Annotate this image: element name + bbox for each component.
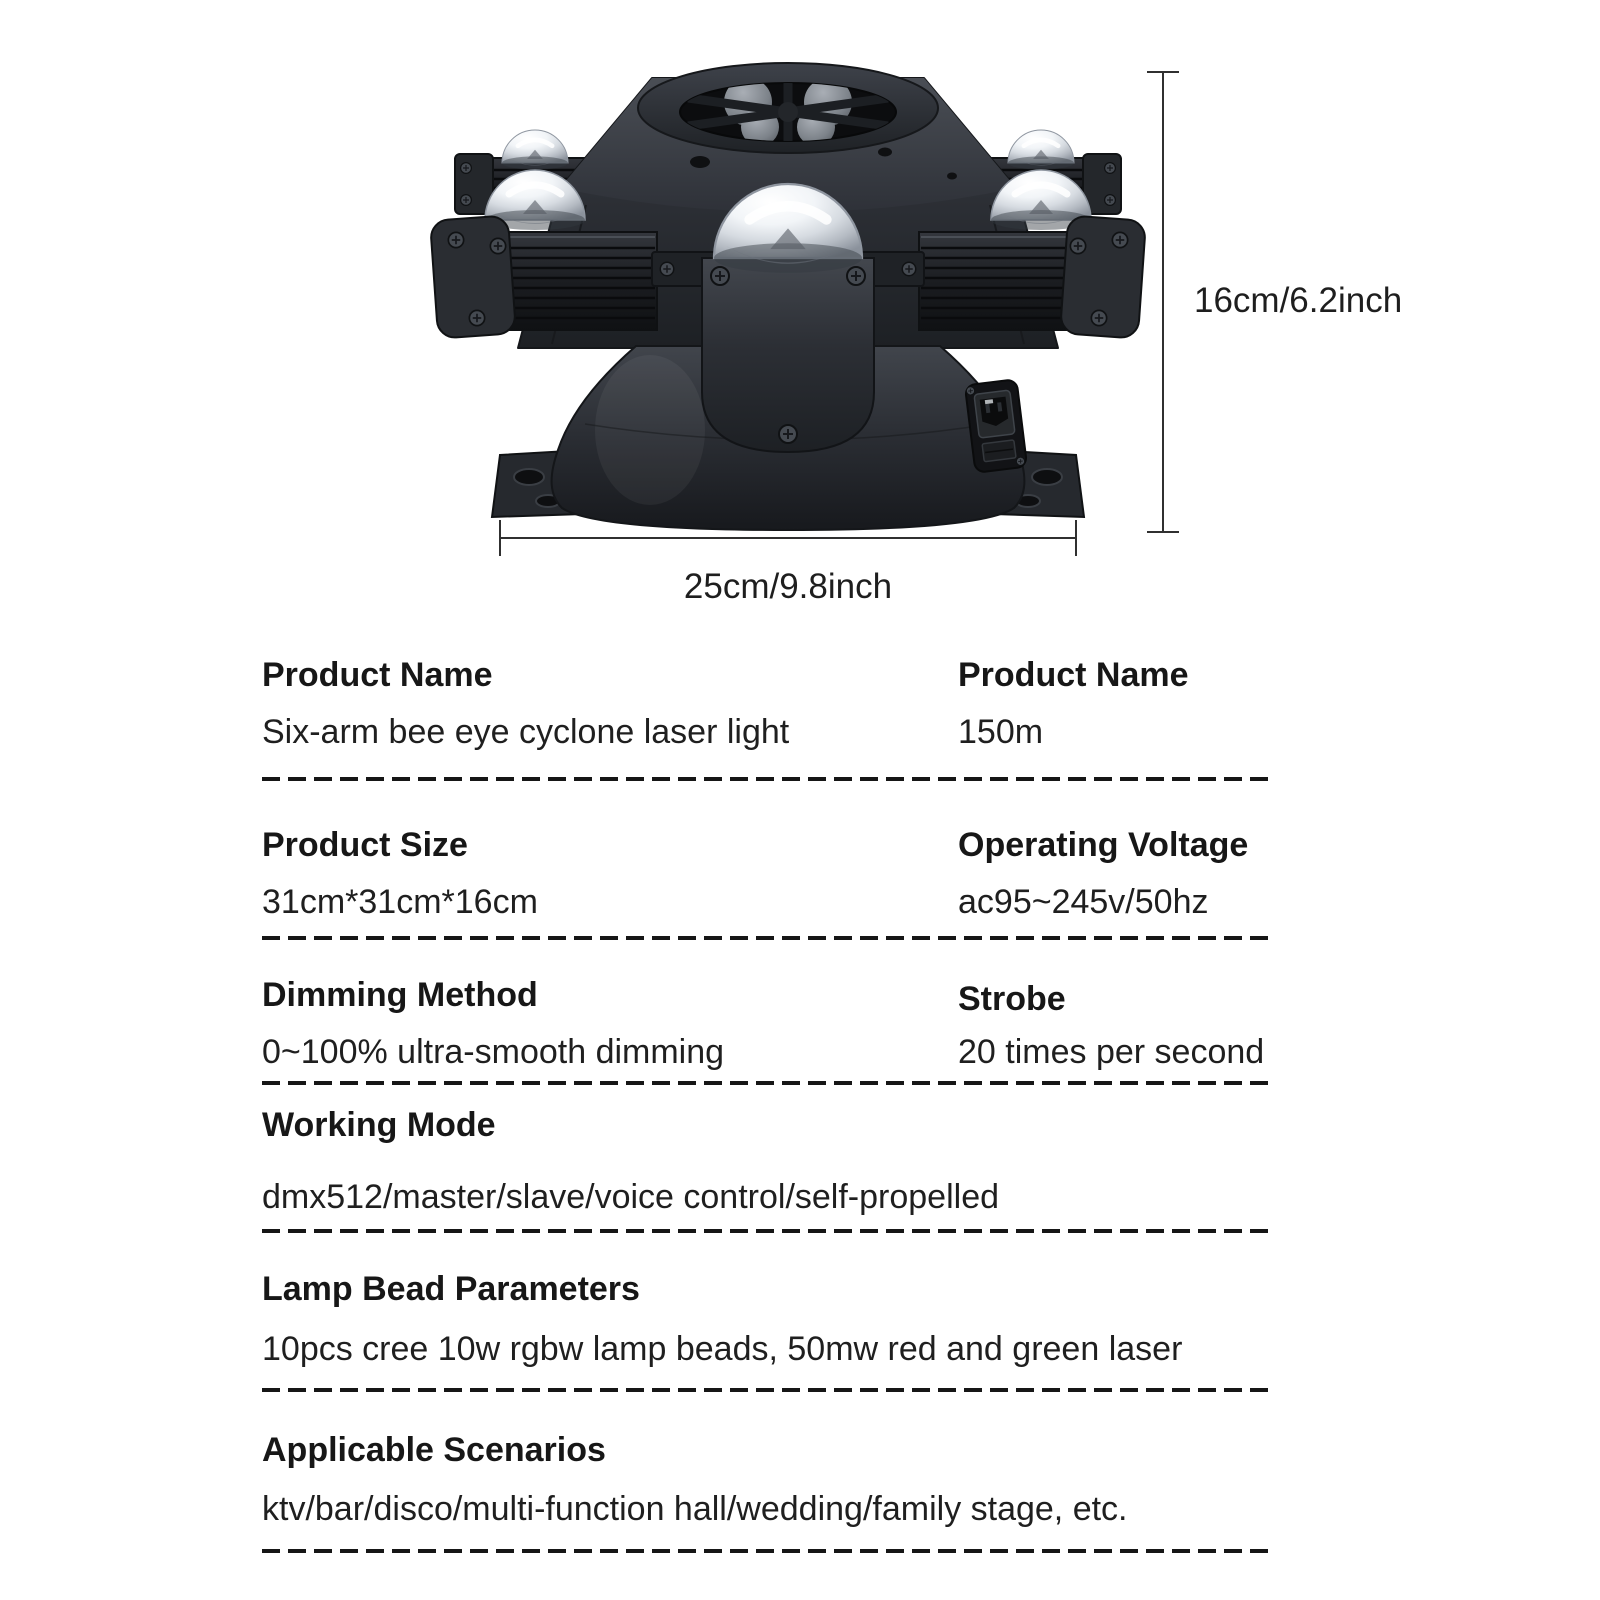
spec-divider <box>262 777 1273 781</box>
spec-divider <box>262 1388 1273 1392</box>
spec-divider <box>262 1549 1273 1553</box>
spec-label: Applicable Scenarios <box>262 1431 606 1469</box>
spec-value: 20 times per second <box>958 1033 1265 1071</box>
spec-value: 0~100% ultra-smooth dimming <box>262 1033 725 1071</box>
spec-divider <box>262 936 1273 940</box>
spec-value: ktv/bar/disco/multi-function hall/wedding/family stage, etc. <box>262 1490 1128 1528</box>
top-fan-grille <box>638 63 938 153</box>
product-figure <box>0 0 1600 620</box>
spec-label: Lamp Bead Parameters <box>262 1270 640 1308</box>
spec-label: Working Mode <box>262 1106 496 1144</box>
spec-value: 31cm*31cm*16cm <box>262 883 538 921</box>
spec-label: Product Name <box>262 656 493 694</box>
spec-label: Operating Voltage <box>958 826 1249 864</box>
width-dimension-label: 25cm/9.8inch <box>683 567 893 606</box>
spec-value: Six-arm bee eye cyclone laser light <box>262 713 790 751</box>
spec-value: ac95~245v/50hz <box>958 883 1209 921</box>
power-inlet-socket <box>965 379 1027 473</box>
product-illustration <box>0 0 1600 620</box>
spec-label: Dimming Method <box>262 976 538 1014</box>
spec-divider <box>262 1229 1273 1233</box>
spec-value: 150m <box>958 713 1044 751</box>
spec-label: Strobe <box>958 980 1066 1018</box>
height-dimension-line <box>1147 72 1179 532</box>
spec-label: Product Size <box>262 826 468 864</box>
spec-table <box>262 620 1273 1565</box>
spec-divider <box>262 1081 1273 1085</box>
spec-value: dmx512/master/slave/voice control/self-propelled <box>262 1178 1000 1216</box>
spec-label: Product Name <box>958 656 1189 694</box>
spec-value: 10pcs cree 10w rgbw lamp beads, 50mw red and green laser <box>262 1330 1183 1368</box>
height-dimension-label: 16cm/6.2inch <box>1194 281 1403 320</box>
